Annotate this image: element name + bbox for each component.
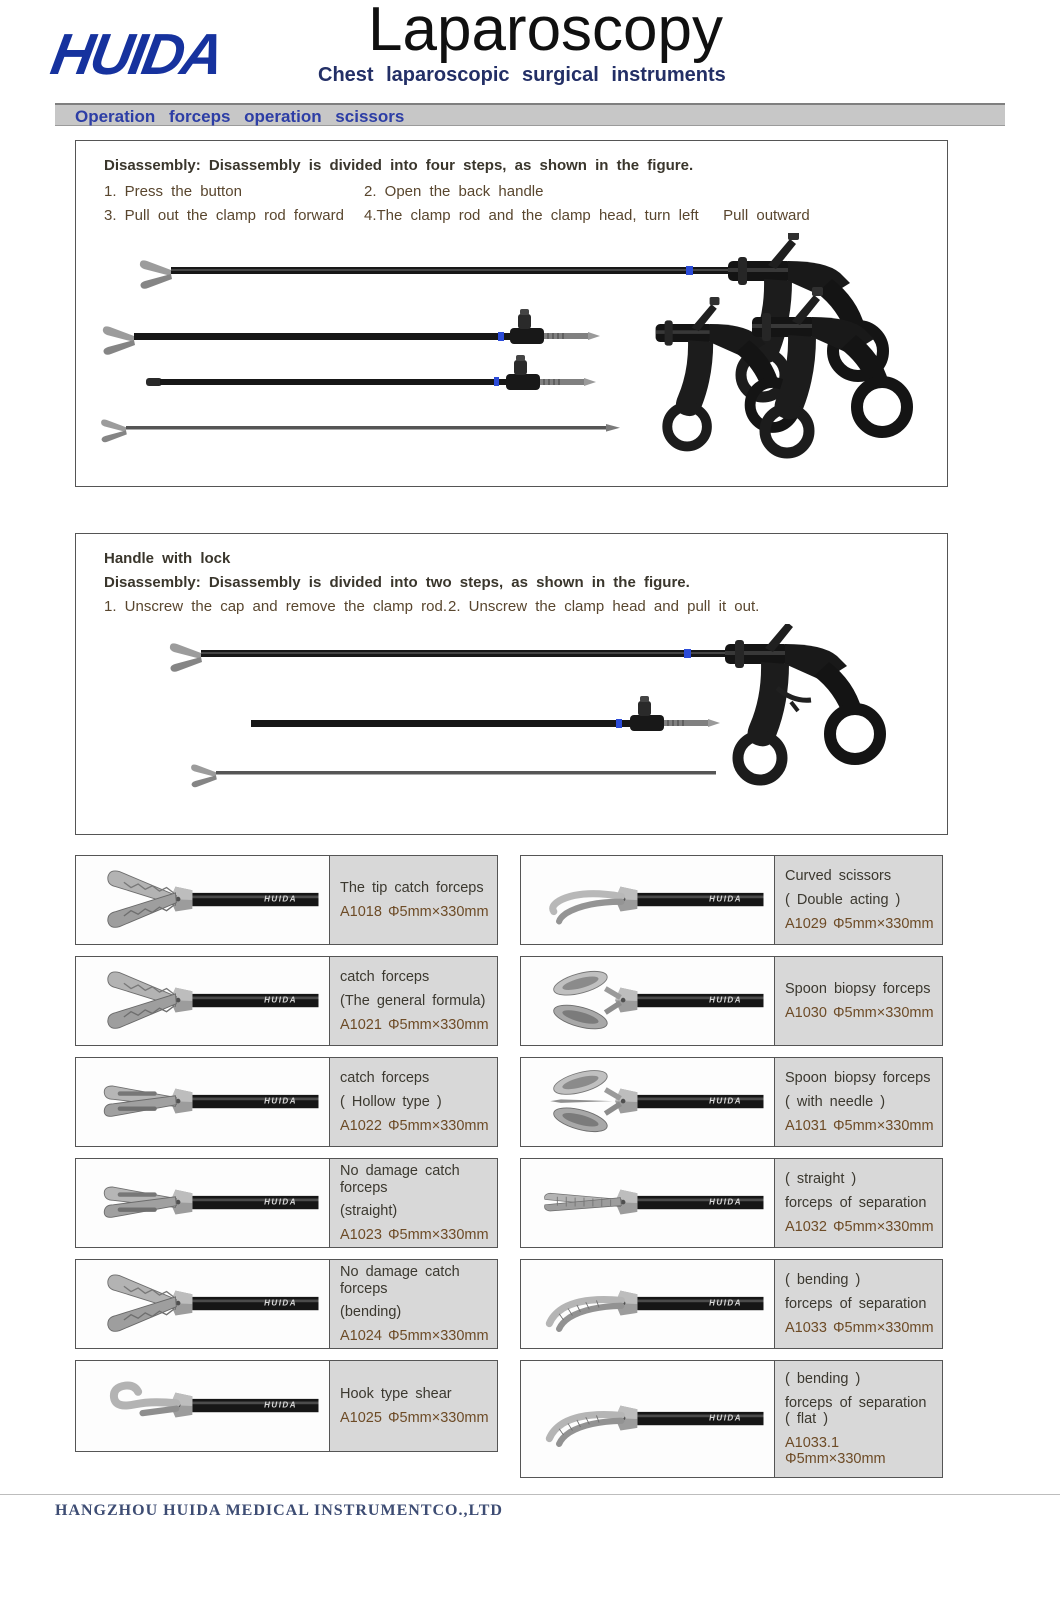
product-label-a1021 [329,956,498,1046]
product-label-a1032 [774,1158,943,1248]
box2-step-1: 1. Unscrew the cap and remove the clamp rod. [104,598,447,615]
product-row-a1018 [75,855,499,945]
shaft-brand-marking: HUIDA [709,1096,742,1106]
product-row-a1033-1 [520,1360,944,1478]
product-code: A1029 Φ5mm×330mm [785,915,934,932]
product-row-a1021 [75,956,499,1046]
product-code: A1030 Φ5mm×330mm [785,1004,934,1021]
product-name: ( bending ) [785,1272,861,1289]
product-label-a1031 [774,1057,943,1147]
section-bar: Operation forceps operation scissors [55,103,1005,126]
step-4: 4.The clamp rod and the clamp head, turn left Pull outward [364,207,810,224]
product-code: A1018 Φ5mm×330mm [340,903,489,920]
shaft-brand-marking: HUIDA [709,894,742,904]
product-code: A1021 Φ5mm×330mm [340,1016,489,1033]
product-label-a1022 [329,1057,498,1147]
product-name-2: forceps of separation [785,1296,927,1312]
shaft-brand-marking: HUIDA [709,995,742,1005]
huida-logo: HUIDA [46,22,227,87]
product-label-a1033 [774,1259,943,1349]
product-image-a1018 [75,855,330,945]
product-name: ( bending ) [785,1370,861,1387]
product-row-a1033 [520,1259,944,1349]
product-row-a1024 [75,1259,499,1349]
product-row-a1023 [75,1158,499,1248]
product-image-a1025 [75,1360,330,1452]
product-row-a1029 [520,855,944,945]
box2-title: Handle with lock [104,550,231,567]
product-code: A1025 Φ5mm×330mm [340,1409,489,1426]
product-name-2: forceps of separation ( flat ) [785,1394,927,1428]
product-name: Spoon biopsy forceps [785,981,931,998]
product-name-2: ( with needle ) [785,1094,886,1110]
shaft-brand-marking: HUIDA [709,1413,742,1423]
product-row-a1022 [75,1057,499,1147]
shaft-brand-marking: HUIDA [264,1197,297,1207]
page-title: Laparoscopy [368,0,724,64]
product-label-a1018 [329,855,498,945]
product-code: A1022 Φ5mm×330mm [340,1117,489,1134]
product-name-2: ( Double acting ) [785,892,901,908]
product-code: A1032 Φ5mm×330mm [785,1218,934,1235]
product-image-a1024 [75,1259,330,1349]
disassembly-two-figure [86,624,936,829]
product-code: A1024 Φ5mm×330mm [340,1328,489,1345]
product-label-a1029 [774,855,943,945]
product-name-2: ( Hollow type ) [340,1094,442,1110]
product-image-a1033-1 [520,1360,775,1478]
product-column-right [520,855,944,1478]
product-image-a1029 [520,855,775,945]
product-row-a1032 [520,1158,944,1248]
product-name: No damage catch forceps [340,1264,460,1297]
product-label-a1023 [329,1158,498,1248]
product-code: A1033.1 Φ5mm×330mm [785,1435,886,1467]
shaft-brand-marking: HUIDA [264,1400,297,1410]
step-2: 2. Open the back handle [364,183,544,200]
disassembly-intro: Disassembly: Disassembly is divided into four steps, as shown in the figure. [104,157,694,174]
handle-with-lock-box [75,533,948,835]
shaft-brand-marking: HUIDA [264,995,297,1005]
step-1: 1. Press the button [104,183,242,200]
shaft-brand-marking: HUIDA [264,1298,297,1308]
product-name: catch forceps [340,1070,430,1087]
shaft-brand-marking: HUIDA [264,1096,297,1106]
product-column-left [75,855,499,1452]
product-name: Spoon biopsy forceps [785,1070,931,1087]
product-name: Curved scissors [785,868,892,885]
shaft-brand-marking: HUIDA [709,1298,742,1308]
product-image-a1033 [520,1259,775,1349]
product-label-a1025 [329,1360,498,1452]
shaft-brand-marking: HUIDA [264,894,297,904]
box2-step-2: 2. Unscrew the clamp head and pull it out. [448,598,760,615]
product-image-a1031 [520,1057,775,1147]
product-label-a1030 [774,956,943,1046]
product-name-2: (bending) [340,1304,402,1321]
product-name-2: forceps of separation [785,1195,927,1211]
product-row-a1031 [520,1057,944,1147]
product-name: catch forceps [340,969,430,986]
footer-divider [0,1494,1060,1495]
product-name: The tip catch forceps [340,880,484,897]
product-code: A1023 Φ5mm×330mm [340,1227,489,1244]
product-row-a1025 [75,1360,499,1452]
product-label-a1033-1 [774,1360,943,1478]
product-code: A1033 Φ5mm×330mm [785,1319,934,1336]
step-3: 3. Pull out the clamp rod forward [104,207,344,224]
disassembly-four-steps-box [75,140,948,487]
product-code: A1031 Φ5mm×330mm [785,1117,934,1134]
product-image-a1032 [520,1158,775,1248]
product-name: No damage catch forceps [340,1163,460,1196]
product-label-a1024 [329,1259,498,1349]
product-name: Hook type shear [340,1386,452,1403]
product-image-a1021 [75,956,330,1046]
shaft-brand-marking: HUIDA [709,1197,742,1207]
product-name-2: (straight) [340,1203,398,1220]
product-name-2: (The general formula) [340,993,486,1009]
page-subtitle: Chest laparoscopic surgical instruments [318,64,726,86]
product-image-a1030 [520,956,775,1046]
product-image-a1022 [75,1057,330,1147]
product-name: ( straight ) [785,1171,857,1188]
product-row-a1030 [520,956,944,1046]
box2-intro: Disassembly: Disassembly is divided into two steps, as shown in the figure. [104,574,690,591]
footer-company-name: HANGZHOU HUIDA MEDICAL INSTRUMENTCO.,LTD [55,1502,503,1519]
disassembly-four-figure [86,233,936,481]
product-image-a1023 [75,1158,330,1248]
